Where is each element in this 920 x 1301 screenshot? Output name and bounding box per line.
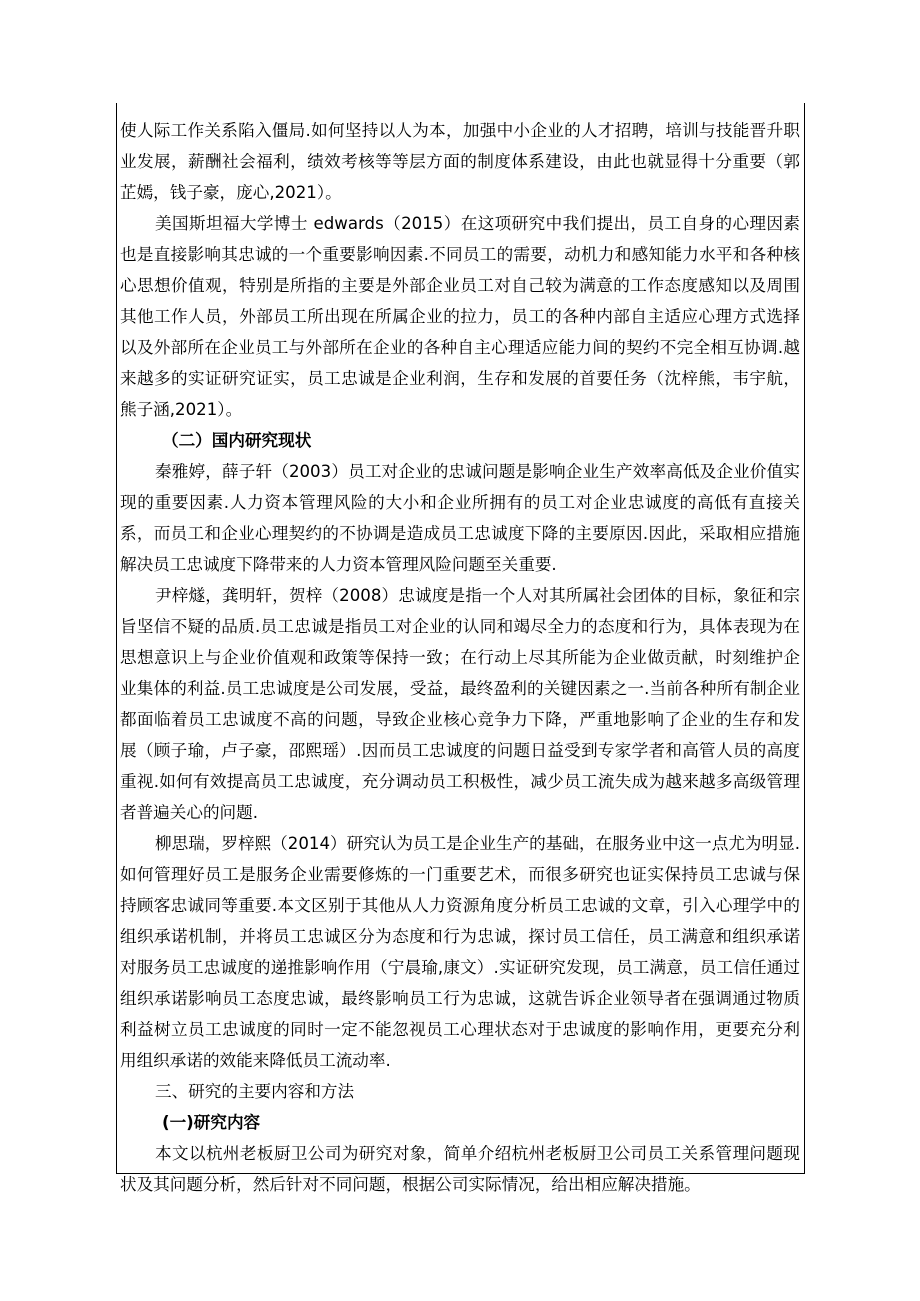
paragraph-research-object: 本文以杭州老板厨卫公司为研究对象，简单介绍杭州老板厨卫公司员工关系管理问题现状及其问题分析，然后针对不同问题，根据公司实际情况，给出相应解决措施。 <box>120 1144 800 1194</box>
paragraph-liu: 柳思瑞，罗梓熙（2014）研究认为员工是企业生产的基础，在服务业中这一点尤为明显.如何管理好员工是服务企业需要修炼的一门重要艺术，而很多研究也证实保持员工忠诚与保持顾客忠诚同等重要.本文区别于其他从人力资源角度分析员工忠诚的文章，引入心理学中的组织承诺机制，并将员工忠诚区分为态度和行为忠诚，探讨员工信任，员工满意和组织承诺对服务员工忠诚度的递推影响作用（宁晨瑜,康文）.实证研究发现，员工满意，员工信任通过组织承诺影响员工态度忠诚，最终影响员工行为忠诚，这就告诉企业领导者在强调通过物质利益树立员工忠诚度的同时一定不能忽视员工心理状态对于忠诚度的影响作用，更要充分利用组织承诺的效能来降低员工流动率. <box>120 834 800 1070</box>
paragraph-edwards: 美国斯坦福大学博士 edwards（2015）在这项研究中我们提出，员工自身的心理因素也是直接影响其忠诚的一个重要影响因素.不同员工的需要，动机力和感知能力水平和各种核心思想价值观，特别是所指的主要是外部企业员工对自己较为满意的工作态度感知以及周围其他工作人员，外部员工所出现在所属企业的拉力，员工的各种内部自主适应心理方式选择以及外部所在企业员工与外部所在企业的各种自主心理适应能力间的契约不完全相互协调.越来越多的实证研究证实，员工忠诚是企业利润，生存和发展的首要任务（沈梓熊，韦宇航，熊子涵,2021）。 <box>120 214 800 419</box>
subsection-heading-research-content: (一)研究内容 <box>162 1113 261 1132</box>
section-heading-main-content: 三、研究的主要内容和方法 <box>155 1082 355 1101</box>
paragraph-continuation: 使人际工作关系陷入僵局.如何坚持以人为本，加强中小企业的人才招聘，培训与技能晋升职业发展，薪酬社会福利，绩效考核等等层方面的制度体系建设，由此也就显得十分重要（郭芷嫣，钱子豪，庞心,2021）。 <box>120 121 800 202</box>
paragraph-qin: 秦雅婷，薛子轩（2003）员工对企业的忠诚问题是影响企业生产效率高低及企业价值实现的重要因素.人力资本管理风险的大小和企业所拥有的员工对企业忠诚度的高低有直接关系，而员工和企业心理契约的不协调是造成员工忠诚度下降的主要原因.因此，采取相应措施解决员工忠诚度下降带来的人力资本管理风险问题至关重要. <box>120 462 800 574</box>
document-body <box>120 115 800 1200</box>
section-heading-domestic-research: （二）国内研究现状 <box>162 431 312 450</box>
paragraph-yin: 尹梓燧，龚明轩，贺梓（2008）忠诚度是指一个人对其所属社会团体的目标，象征和宗旨坚信不疑的品质.员工忠诚是指员工对企业的认同和竭尽全力的态度和行为，具体表现为在思想意识上与企业价值观和政策等保持一致；在行动上尽其所能为企业做贡献，时刻维护企业集体的利益.员工忠诚度是公司发展，受益，最终盈利的关键因素之一.当前各种所有制企业都面临着员工忠诚度不高的问题，导致企业核心竞争力下降，严重地影响了企业的生存和发展（顾子瑜，卢子豪，邵熙瑶）.因而员工忠诚度的问题日益受到专家学者和高管人员的高度重视.如何有效提高员工忠诚度，充分调动员工积极性，减少员工流失成为越来越多高级管理者普遍关心的问题. <box>120 586 800 822</box>
